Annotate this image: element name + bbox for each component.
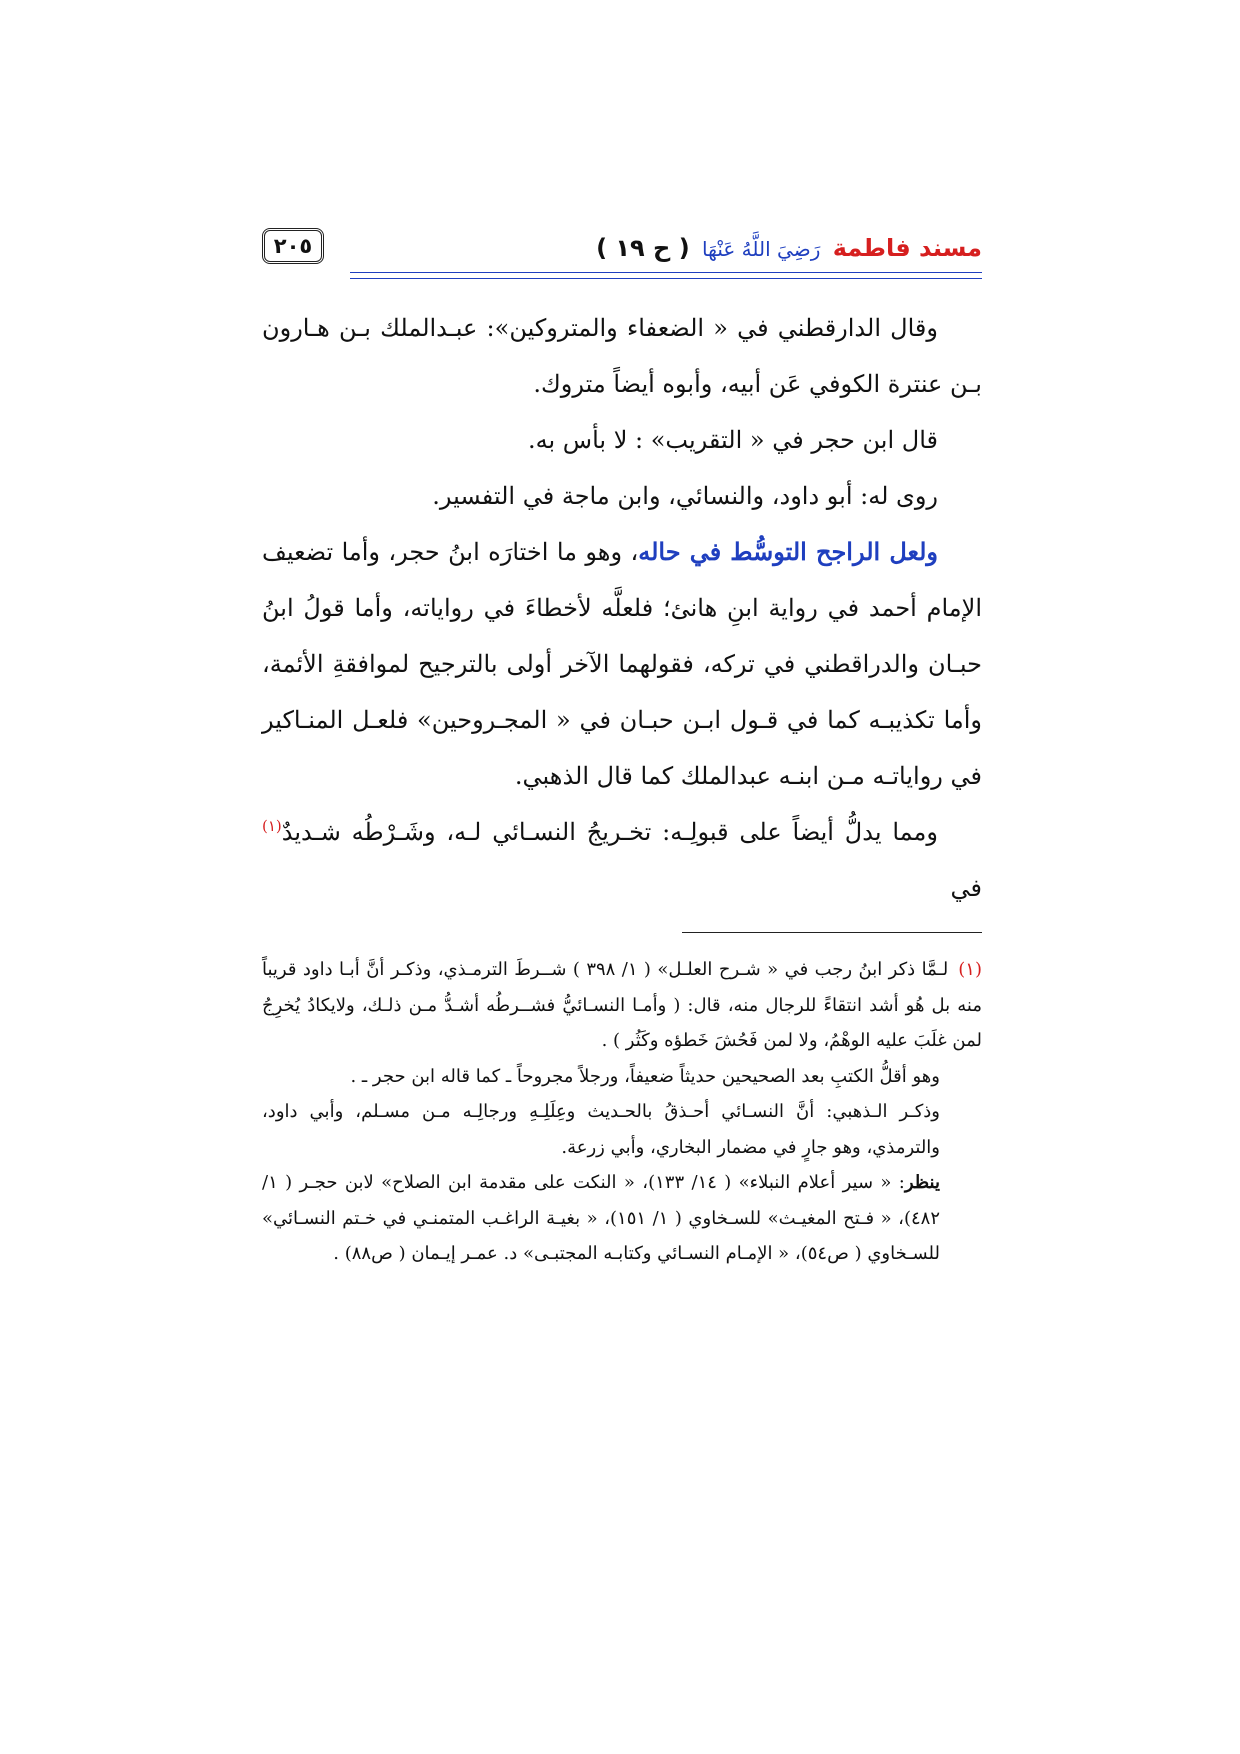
header-divider bbox=[350, 272, 982, 279]
paragraph: قال ابن حجر في « التقريب» : لا بأس به. bbox=[527, 426, 938, 454]
paragraph: روى له: أبو داود، والنسائي، وابن ماجة في التفسير. bbox=[432, 482, 938, 510]
see-label: ينظر bbox=[904, 1172, 940, 1193]
page-number: ٢٠٥ bbox=[262, 228, 324, 264]
footnote-text: وهو أقلُّ الكتبِ بعد الصحيحين حديثاً ضعيفاً، ورجلاً مجروحاً ـ كما قاله ابن حجر ـ . bbox=[350, 1065, 940, 1087]
footnotes bbox=[262, 952, 982, 1272]
footnote-separator bbox=[682, 932, 982, 933]
main-text bbox=[262, 300, 982, 916]
hadith-reference: ( ح ١٩ ) bbox=[596, 234, 690, 262]
book-title: مسند فاطمة bbox=[832, 234, 982, 262]
footnote-reference[interactable]: (١) bbox=[262, 817, 282, 835]
paragraph bbox=[262, 804, 982, 916]
paragraph: وقال الدارقطني في « الضعفاء والمتروكين»: عبـدالملك بـن هـارون بـن عنترة الكوفي عَن أبيه، وأبوه أيضاً متروك. bbox=[262, 314, 982, 398]
footnote-text: وذكـر الـذهبي: أنَّ النسـائي أحـذقُ بالحـديث وعِلَلِـهِ ورجالِـه مـن مسـلم، وأبي داود، والترمذي، وهو جارٍ في مضمار البخاري، وأبي زرعة. bbox=[262, 1101, 940, 1158]
paragraph bbox=[262, 524, 982, 804]
footnote-text: لـمَّا ذكر ابنُ رجب في « شـرح العلـل» ( ١/ ٣٩٨ ) شــرطَ الترمـذي، وذكـر أنَّ أبـا داود قريباً منه بل هُو أشد انتقاءً للرجال منه، قال: ( وأمـا النسـائيُّ فشــرطُه أشـدُّ مـن ذلـك، ولايكادُ يُخرِجُ لمن غلَبَ عليه الوهْمُ، ولا لمن فَحُشَ خَطؤه وكَثُر ) . bbox=[262, 959, 982, 1051]
paragraph-text: ومما يدلُّ أيضاً على قبولِـه: تخـريجُ النسـائي لـه، وشَـرْطُه شـديدٌ bbox=[281, 818, 938, 846]
running-title bbox=[596, 234, 982, 262]
paragraph-text: في bbox=[950, 874, 982, 902]
page-header bbox=[262, 234, 982, 282]
paragraph-text: ، وهو ما اختارَه ابنُ حجر، وأما تضعيف الإمام أحمد في رواية ابنِ هانئ؛ فلعلَّه لأخطاءَ في رواياته، وأما قولُ ابنُ حبـان والدراقطني في تركه، فقولهما الآخر أولى بالترجيح لموافقةِ الأئمة، وأما تكذيبـه كما في قـول ابـن حبـان في « المجـروحين» فلعـل المنـاكير في رواياتـه مـن ابنـه عبدالملك كما قال الذهبي. bbox=[262, 538, 982, 790]
sources-list: : « سير أعلام النبلاء» ( ١٤/ ١٣٣)، « النكت على مقدمة ابن الصلاح» لابن حجـر ( ١/ ٤٨٢)، « فـتح المغيـث» للسـخاوي ( ١/ ١٥١)، « بغيـة الراغـب المتمنـي في خـتم النسـائي» للسـخاوي ( ص٥٤)، « الإمـام النسـائي وكتابـه المجتبـى» د. عمـر إيـمان ( ص٨٨) . bbox=[262, 1172, 940, 1264]
footnote-sources bbox=[262, 1165, 982, 1272]
highlighted-conclusion: ولعل الراجح التوسُّط في حاله bbox=[638, 537, 938, 566]
footnote bbox=[262, 952, 982, 1059]
honorific-phrase: رَضِيَ اللَّهُ عَنْهَا bbox=[702, 237, 821, 261]
footnote-number: (١) bbox=[958, 959, 982, 980]
